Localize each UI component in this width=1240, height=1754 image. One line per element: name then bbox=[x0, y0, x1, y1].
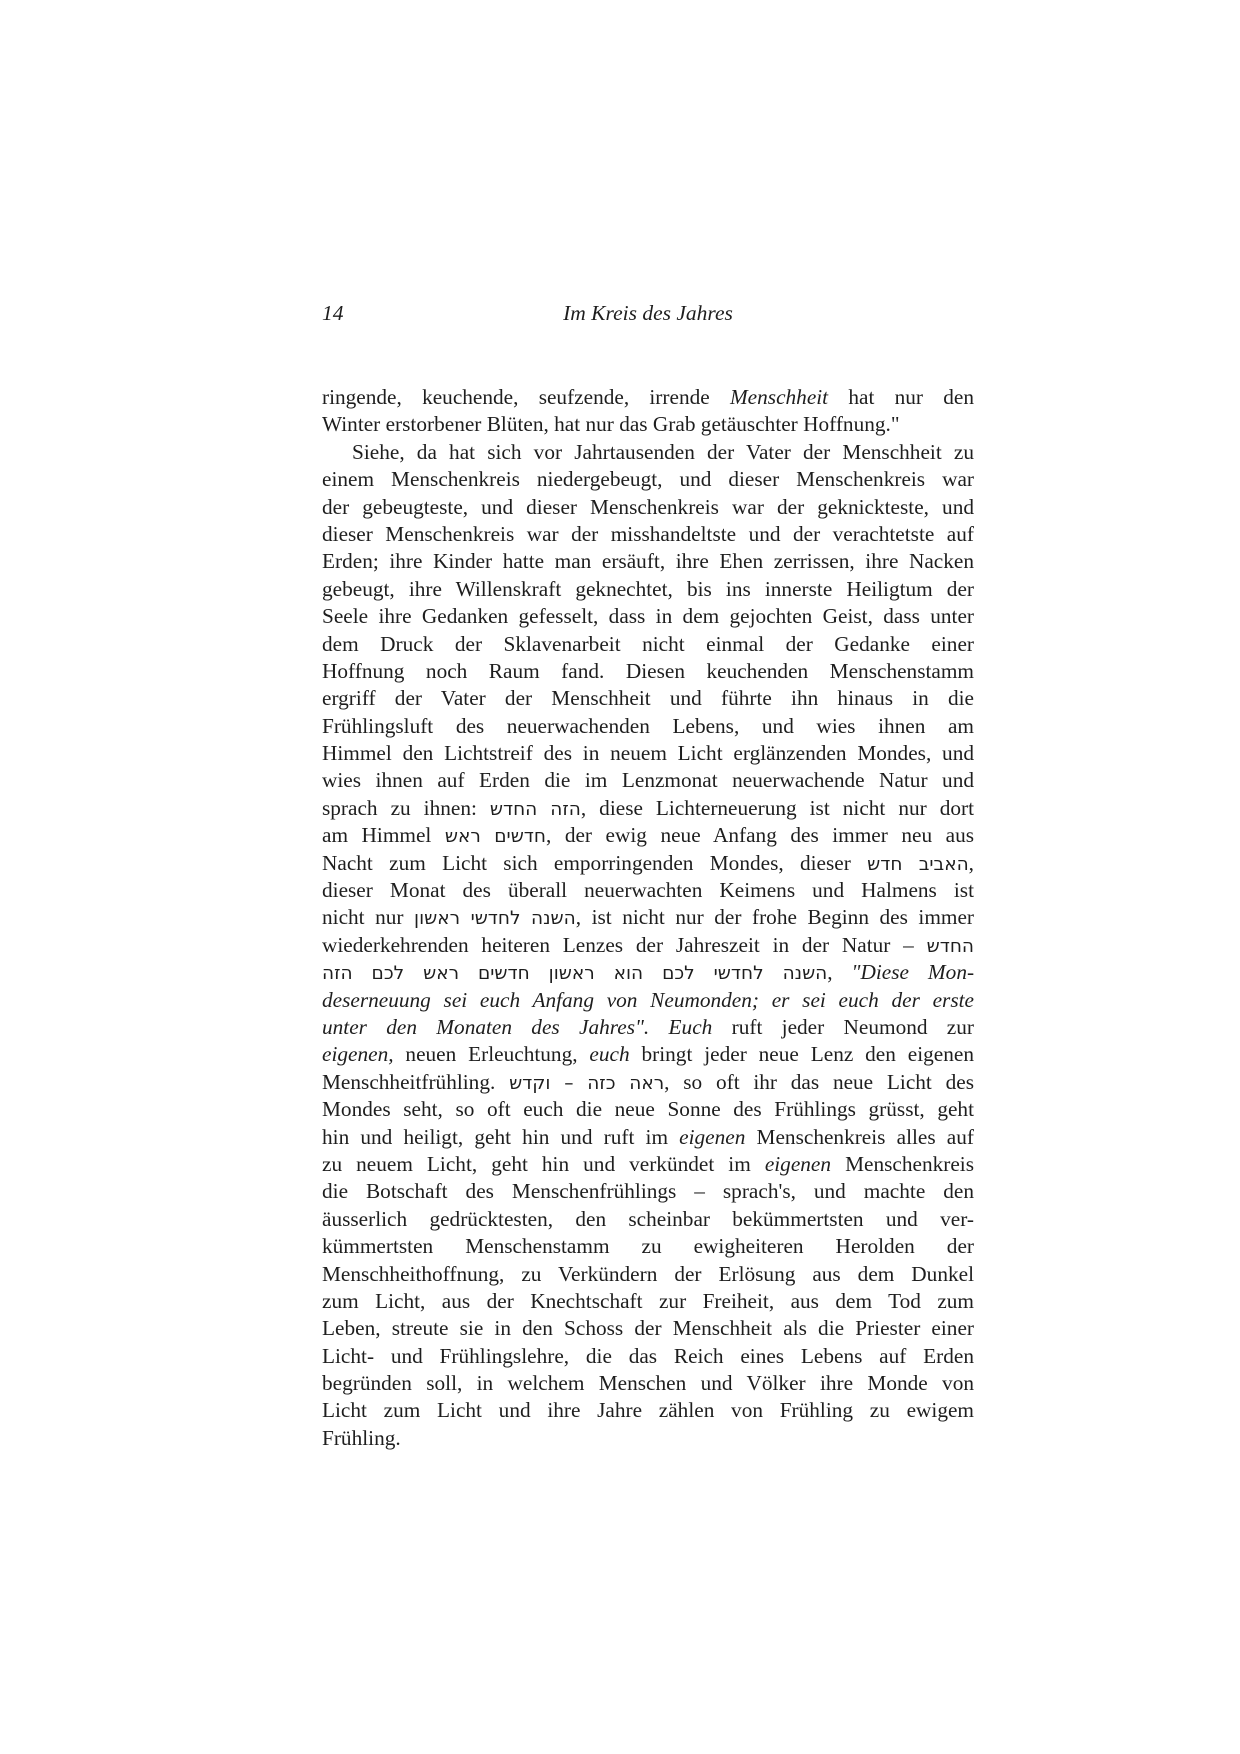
text-run: hin und heiligt, geht hin und ruft im bbox=[322, 1124, 680, 1149]
text-run: einem Menschenkreis niedergebeugt, und dieser Menschenkreis war bbox=[322, 467, 974, 492]
text-run: Siehe, da hat sich vor Jahrtausenden der Vater der Menschheit zu bbox=[352, 439, 974, 464]
text-run: ringende, keuchende, seufzende, irrende bbox=[322, 385, 730, 409]
text-line bbox=[322, 877, 974, 904]
text-line bbox=[322, 1425, 974, 1452]
text-run: Himmel den Lichtstreif des in neuem Licht erglänzenden Mondes, und bbox=[322, 741, 974, 766]
text-run: , bbox=[968, 850, 974, 875]
text-run: , so oft ihr das neue Licht des bbox=[664, 1069, 974, 1094]
text-run: zu neuem Licht, geht hin und verkündet im bbox=[322, 1151, 765, 1176]
text-line bbox=[322, 411, 974, 438]
text-run: Winter erstorbener Blüten, hat nur das Grab getäuschter Hoffnung." bbox=[322, 412, 900, 437]
hebrew-word: החדש bbox=[489, 798, 538, 820]
text-line bbox=[322, 822, 974, 849]
hebrew-word: חדש bbox=[867, 853, 903, 875]
italic-text: euch bbox=[589, 1042, 630, 1067]
text-run: Menschenkreis bbox=[831, 1151, 974, 1176]
text-line bbox=[322, 987, 974, 1014]
text-run: sprach zu ihnen: bbox=[322, 795, 490, 820]
text-line bbox=[322, 713, 974, 740]
text-line bbox=[322, 1124, 974, 1151]
text-line bbox=[322, 1096, 974, 1123]
hebrew-word: לחדשי bbox=[470, 908, 521, 930]
text-run: , der ewig neue Anfang des immer neu aus bbox=[546, 823, 974, 848]
text-line bbox=[322, 1014, 974, 1041]
text-line bbox=[322, 1261, 974, 1288]
text-run: ergriff der Vater der Menschheit und führte ihn hinaus in die bbox=[322, 686, 974, 711]
hebrew-word: ראשון bbox=[414, 908, 461, 930]
text-run: Frühling. bbox=[322, 1425, 401, 1450]
text-line bbox=[322, 603, 974, 630]
text-line bbox=[322, 767, 974, 794]
text-line bbox=[322, 850, 974, 877]
text-run: wiederkehrenden heiteren Lenzes der Jahreszeit in der Natur – bbox=[322, 932, 927, 957]
hebrew-phrase bbox=[322, 960, 827, 984]
text-line bbox=[322, 1370, 974, 1397]
hebrew-word: ראש bbox=[423, 963, 460, 985]
italic-text: deserneuung sei euch Anfang von Neumonden; er sei euch der erste bbox=[322, 987, 974, 1012]
text-run: Mondes seht, so oft euch die neue Sonne des Frühlings grüsst, geht bbox=[322, 1097, 974, 1122]
text-line bbox=[322, 1069, 974, 1096]
text-run: Erden; ihre Kinder hatte man ersäuft, ihre Ehen zerrissen, ihre Nacken bbox=[322, 549, 974, 574]
text-run: , diese Lichterneuerung ist nicht nur dort bbox=[580, 795, 974, 820]
text-line bbox=[322, 521, 974, 548]
text-line bbox=[322, 439, 974, 466]
text-run: äusserlich gedrücktesten, den scheinbar bekümmertsten und ver- bbox=[322, 1206, 974, 1231]
text-run: Menschenkreis alles auf bbox=[745, 1124, 974, 1149]
text-run: Menschheithoffnung, zu Verkündern der Erlösung aus dem Dunkel bbox=[322, 1261, 974, 1286]
hebrew-phrase bbox=[867, 851, 969, 875]
text-line bbox=[322, 1206, 974, 1233]
italic-text: eigenen bbox=[764, 1151, 832, 1176]
page-number: 14 bbox=[322, 301, 344, 325]
text-run: ruft jeder Neumond zur bbox=[712, 1014, 974, 1039]
hebrew-word: וקדש bbox=[509, 1072, 551, 1094]
text-line bbox=[322, 494, 974, 521]
text-line bbox=[322, 1288, 974, 1315]
text-line bbox=[322, 384, 974, 411]
text-line bbox=[322, 631, 974, 658]
text-run: nicht nur bbox=[322, 905, 415, 930]
text-line bbox=[322, 548, 974, 575]
hebrew-word: – bbox=[564, 1072, 574, 1094]
text-run: am Himmel bbox=[322, 823, 445, 848]
hebrew-word: לכם bbox=[371, 963, 405, 985]
text-line bbox=[322, 685, 974, 712]
italic-text: Menschheit bbox=[729, 385, 829, 409]
text-line bbox=[322, 1178, 974, 1205]
text-run: Frühlingsluft des neuerwachenden Lebens, und wies ihnen am bbox=[322, 713, 974, 738]
hebrew-phrase bbox=[414, 905, 576, 929]
text-line bbox=[322, 740, 974, 767]
hebrew-word: הוא bbox=[613, 963, 644, 985]
hebrew-word: השנה bbox=[531, 908, 576, 930]
hebrew-word: החדש bbox=[926, 935, 974, 957]
hebrew-word: לכם bbox=[662, 963, 695, 985]
text-line bbox=[322, 1315, 974, 1342]
text-run: hat nur den bbox=[828, 385, 974, 409]
text-run: Hoffnung noch Raum fand. Diesen keuchenden Menschenstamm bbox=[322, 658, 974, 683]
text-run: Leben, streute sie in den Schoss der Menschheit als die Priester einer bbox=[322, 1316, 974, 1341]
text-run: bringt jeder neue Lenz den eigenen bbox=[629, 1042, 974, 1067]
italic-text: "Diese Mon- bbox=[851, 960, 974, 985]
text-run: kümmertsten Menschenstamm zu ewigheiteren Herolden der bbox=[322, 1234, 974, 1259]
text-run: die Botschaft des Menschenfrühlings – sprach's, und machte den bbox=[322, 1179, 974, 1204]
text-line bbox=[322, 1397, 974, 1424]
text-run: Licht- und Frühlingslehre, die das Reich eines Lebens auf Erden bbox=[322, 1343, 974, 1368]
hebrew-phrase bbox=[445, 823, 546, 847]
text-line bbox=[322, 1233, 974, 1260]
hebrew-word: לחדשי bbox=[713, 963, 764, 985]
text-run: , ist nicht nur der frohe Beginn des immer bbox=[575, 905, 974, 930]
text-run: Licht zum Licht und ihre Jahre zählen von Frühling zu ewigem bbox=[322, 1398, 974, 1423]
hebrew-word: הזה bbox=[550, 798, 581, 820]
text-run: dieser Monat des überall neuerwachten Keimens und Halmens ist bbox=[322, 878, 974, 903]
text-line bbox=[322, 959, 974, 986]
hebrew-word: ראש bbox=[444, 826, 481, 848]
text-run: dem Druck der Sklavenarbeit nicht einmal der Gedanke einer bbox=[322, 631, 974, 656]
hebrew-word: ראה bbox=[629, 1072, 665, 1094]
body-text bbox=[322, 384, 974, 1452]
text-line bbox=[322, 1041, 974, 1068]
text-run: der gebeugteste, und dieser Menschenkreis war der geknickteste, und bbox=[322, 494, 974, 519]
text-run: , bbox=[827, 960, 852, 985]
text-line bbox=[322, 904, 974, 931]
italic-text: eigenen bbox=[679, 1124, 746, 1149]
italic-text: unter den Monaten des Jahres". Euch bbox=[322, 1014, 713, 1039]
running-title: Im Kreis des Jahres bbox=[563, 301, 733, 325]
text-line bbox=[322, 1343, 974, 1370]
hebrew-word: הזה bbox=[322, 963, 353, 985]
text-run: wies ihnen auf Erden die im Lenzmonat neuerwachende Natur und bbox=[322, 768, 974, 793]
hebrew-word: חדשים bbox=[477, 963, 530, 985]
hebrew-word: השנה bbox=[782, 963, 828, 985]
text-run: zum Licht, aus der Knechtschaft zur Freiheit, aus dem Tod zum bbox=[322, 1288, 974, 1313]
text-run: dieser Menschenkreis war der misshandeltste und der verachtetste auf bbox=[322, 521, 974, 546]
hebrew-phrase bbox=[927, 933, 974, 957]
text-line bbox=[322, 658, 974, 685]
text-line bbox=[322, 576, 974, 603]
text-line bbox=[322, 1151, 974, 1178]
text-run: Nacht zum Licht sich emporringenden Mondes, dieser bbox=[322, 850, 868, 875]
hebrew-word: כזה bbox=[587, 1072, 616, 1094]
text-run: gebeugt, ihre Willenskraft geknechtet, bis ins innerste Heiligtum der bbox=[322, 576, 974, 601]
hebrew-phrase bbox=[490, 796, 581, 820]
hebrew-word: חדשים bbox=[494, 826, 546, 848]
hebrew-word: ראשון bbox=[548, 963, 595, 985]
text-run: Seele ihre Gedanken gefesselt, dass in dem gejochten Geist, dass unter bbox=[322, 604, 974, 629]
text-line bbox=[322, 795, 974, 822]
italic-text: eigenen, bbox=[322, 1042, 394, 1067]
text-line bbox=[322, 466, 974, 493]
text-run: begründen soll, in welchem Menschen und Völker ihre Monde von bbox=[322, 1371, 974, 1396]
hebrew-word: האביב bbox=[918, 853, 969, 875]
hebrew-phrase bbox=[509, 1070, 664, 1094]
text-run: neuen Erleuchtung, bbox=[393, 1042, 590, 1067]
text-line bbox=[322, 932, 974, 959]
text-run: Menschheitfrühling. bbox=[322, 1069, 510, 1094]
